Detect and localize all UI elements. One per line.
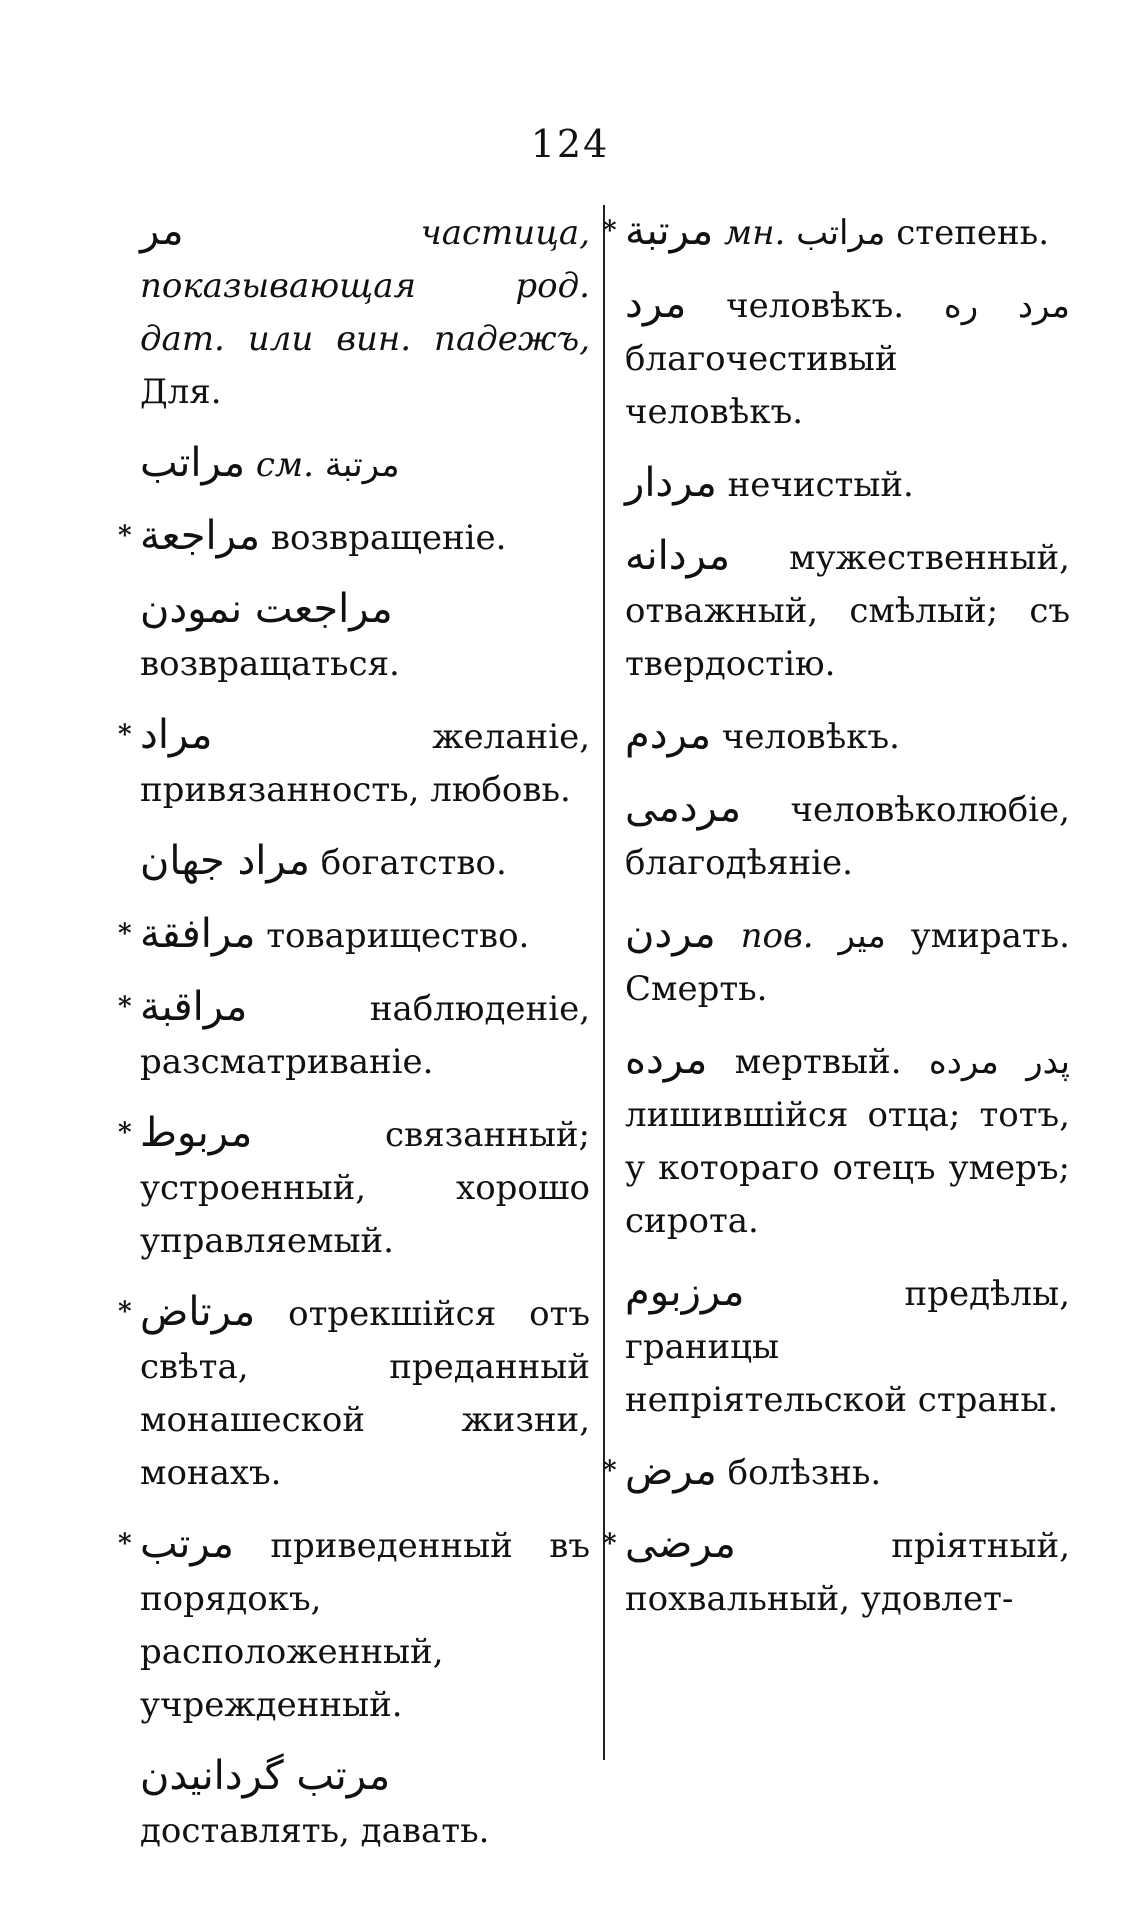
entry-headword-arabic: مراجعت نمودن (140, 586, 393, 632)
entry-headword-arabic: مربوط (140, 1110, 253, 1156)
entry-definition: нечистый. (727, 465, 914, 505)
dictionary-entry-r7 (625, 908, 1070, 1016)
dictionary-entry-l11 (118, 1518, 590, 1732)
entry-definition: человѣколюбіе, благодѣяніе. (625, 790, 1070, 883)
entry-definition: наблюденіе, разсматриваніе. (140, 989, 590, 1082)
entry-headword-arabic: مردانه (625, 533, 730, 579)
dictionary-entry-r11 (603, 1518, 1070, 1626)
entry-headword-arabic: مراجعة (140, 513, 261, 559)
entry-definition: возвращаться. (140, 644, 400, 684)
left-column (118, 205, 590, 1876)
dictionary-entry-r9 (625, 1266, 1070, 1427)
dictionary-entry-l1 (140, 205, 590, 419)
dictionary-entry-l4 (140, 583, 590, 691)
entry-star-marker: * (603, 1529, 617, 1559)
entry-definition: желаніе, привязанность, любовь. (140, 717, 590, 810)
dictionary-entry-r1 (603, 205, 1070, 260)
entry-headword-arabic: مرض (625, 1448, 717, 1494)
entry-headword-arabic: مر (140, 208, 184, 254)
entry-definition: болѣзнь. (727, 1453, 882, 1493)
entry-definition: возвращеніе. (270, 518, 507, 558)
entry-headword-arabic: مراتب (140, 440, 246, 486)
entry-headword-arabic: مرده (625, 1037, 708, 1083)
entry-definition: мужественный, отважный, смѣлый; съ твердостію. (625, 538, 1070, 684)
dictionary-entry-l9 (118, 1107, 590, 1268)
entry-headword-arabic: مردار (625, 460, 717, 506)
dictionary-entry-r6 (625, 782, 1070, 890)
entry-definition: предѣлы, границы непріятельской страны. (625, 1274, 1070, 1420)
dictionary-entry-r3 (625, 457, 1070, 512)
entry-headword-arabic: مرتاض (140, 1289, 256, 1335)
entry-star-marker: * (118, 521, 132, 551)
entry-headword-arabic: مرتب گردانيدن (140, 1753, 391, 1799)
entry-definition: отрекшійся отъ свѣта, преданный монашеской жизни, монахъ. (140, 1294, 590, 1493)
dictionary-entry-r4 (625, 530, 1070, 691)
entry-definition: مرتبة (324, 445, 400, 485)
dictionary-entry-l8 (118, 981, 590, 1089)
entry-headword-arabic: مراد (140, 712, 213, 758)
entry-headword-arabic: مرتبة (625, 208, 714, 254)
right-column (603, 205, 1070, 1644)
entry-grammar-note: см. (255, 445, 325, 485)
dictionary-entry-l7 (118, 908, 590, 963)
entry-definition: доставлять, давать. (140, 1811, 490, 1851)
entry-headword-arabic: مرد (625, 281, 687, 327)
dictionary-entry-r10 (603, 1445, 1070, 1500)
entry-headword-arabic: مرتب (140, 1521, 234, 1567)
page-number: 124 (530, 122, 610, 166)
entry-star-marker: * (118, 992, 132, 1022)
entry-headword-arabic: مراقبة (140, 984, 248, 1030)
entry-definition: приведенный въ порядокъ, расположенный, учрежденный. (140, 1526, 590, 1725)
entry-star-marker: * (118, 720, 132, 750)
dictionary-entry-l3 (118, 510, 590, 565)
entry-star-marker: * (118, 1297, 132, 1327)
dictionary-entry-r8 (625, 1034, 1070, 1248)
entry-definition: مراتب степень. (796, 213, 1049, 253)
entry-definition: человѣкъ. مرد ره благочестивый человѣкъ. (625, 286, 1070, 432)
entry-star-marker: * (118, 919, 132, 949)
entry-definition: مير умирать. Смерть. (625, 916, 1070, 1009)
entry-headword-arabic: مرزبوم (625, 1269, 745, 1315)
dictionary-entry-l2 (140, 437, 590, 492)
entry-grammar-note: мн. (723, 213, 797, 253)
dictionary-entry-r2 (625, 278, 1070, 439)
entry-star-marker: * (118, 1118, 132, 1148)
entry-definition: человѣкъ. (721, 717, 900, 757)
dictionary-entry-r5 (625, 709, 1070, 764)
entry-headword-arabic: مردمى (625, 785, 742, 831)
dictionary-entry-l10 (118, 1286, 590, 1500)
entry-grammar-note: частица, показывающая род. дат. или вин. падежъ, (140, 213, 590, 359)
entry-definition: Для. (140, 372, 222, 412)
entry-headword-arabic: مردم (625, 712, 712, 758)
dictionary-entry-l12 (140, 1750, 590, 1858)
entry-headword-arabic: مرافقة (140, 911, 256, 957)
entry-headword-arabic: مرضى (625, 1521, 736, 1567)
entry-star-marker: * (118, 1529, 132, 1559)
dictionary-entry-l5 (118, 709, 590, 817)
entry-definition: богатство. (320, 843, 507, 883)
dictionary-entry-l6 (140, 835, 590, 890)
entry-definition: товарищество. (266, 916, 530, 956)
entry-star-marker: * (603, 1456, 617, 1486)
entry-star-marker: * (603, 216, 617, 246)
entry-definition: пріятный, похвальный, удовлет- (625, 1526, 1070, 1619)
entry-definition: мертвый. پدر مرده лишившійся отца; тотъ, у котораго отецъ умеръ; сирота. (625, 1042, 1070, 1241)
entry-grammar-note: пов. (740, 916, 839, 956)
entry-headword-arabic: مراد جهان (140, 838, 310, 884)
entry-definition: связанный; устроенный, хорошо управляемый. (140, 1115, 590, 1261)
entry-headword-arabic: مردن (625, 911, 716, 957)
